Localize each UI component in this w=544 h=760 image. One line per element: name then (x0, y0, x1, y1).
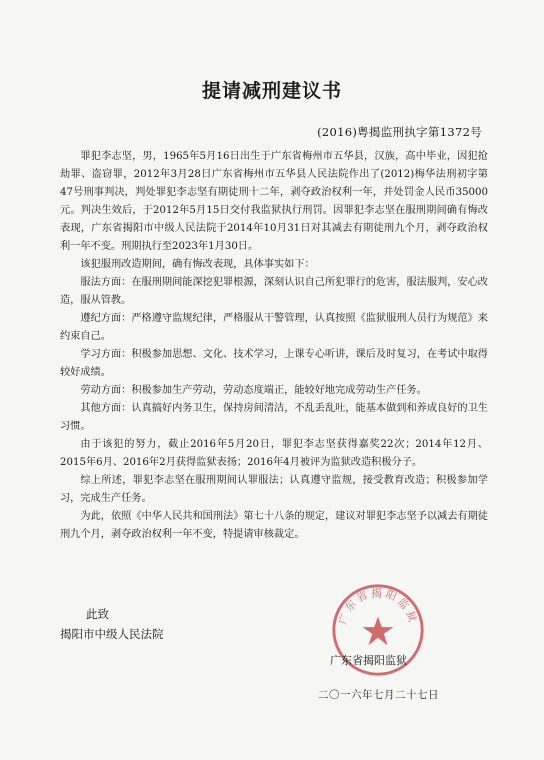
paragraph-recommendation: 为此，依照《中华人民共和国刑法》第七十八条的规定，建议对罪犯李志坚予以减去有期徒刑九个月，剥夺政治权利一年不变，特提请审核裁定。 (60, 511, 488, 540)
signature-date: 二〇一六年七月二十七日 (318, 689, 439, 701)
paragraph-study: 学习方面：积极参加思想、文化、技术学习，上课专心听讲，课后及时复习，在考试中取得较好成绩。 (60, 349, 488, 378)
paragraph-other: 其他方面：认真搞好内务卫生，保持房间清洁，不乱丢乱吐，能基本做到和养成良好的卫生习惯。 (60, 403, 488, 432)
paragraph-summary: 综上所述，罪犯李志坚在服刑期间认罪服法；认真遵守监规，接受教育改造；积极参加学习，完成生产任务。 (60, 475, 488, 504)
seal-text: 广东省揭阳监狱 (337, 587, 419, 627)
document-title: 提请减刑建议书 (201, 80, 342, 102)
signature-institution: 广东省揭阳监狱 (330, 654, 407, 667)
document-number: (2016)粤揭监刑执字第1372号 (317, 125, 482, 139)
closing-recipient: 揭阳市中级人民法院 (60, 627, 164, 641)
closing-salutation: 此致 (86, 607, 109, 621)
closing-block (60, 604, 164, 644)
paragraph-discipline: 遵纪方面：严格遵守监规纪律，严格服从干警管理，认真按照《监狱服刑人员行为规范》来约束自己。 (60, 313, 488, 342)
paragraph-obedience: 服法方面：在服刑期间能深挖犯罪根源，深刻认识自己所犯罪行的危害，服法服判，安心改造，服从管教。 (60, 277, 488, 306)
paragraph-offender-info: 罪犯李志坚，男，1965年5月16日出生于广东省梅州市五华县，汉族，高中毕业，因犯抢劫罪、盗窃罪，2012年3月28日广东省梅州市五华县人民法院作出了(2012)梅华法刑初字第47号刑事判决，判处罪犯李志坚有期徒刑十二年，剥夺政治权利一年，并处罚金人民币35000元。判决生效后，于2012年5月15日交付我监狱执行刑罚。因罪犯李志坚在服刑期间确有悔改表现，广东省揭阳市中级人民法院于2014年10月31日对其减去有期徒刑九个月，剥夺政治权利一年不变。刑期执行至2023年1月30日。 (60, 151, 488, 252)
paragraph-awards: 由于该犯的努力，截止2016年5月20日，罪犯李志坚获得嘉奖22次；2014年12月、2015年6月、2016年2月获得监狱表扬；2016年4月被评为监狱改造积极分子。 (60, 439, 488, 468)
paragraph-labor: 劳动方面：积极参加生产劳动，劳动态度端正，能较好地完成劳动生产任务。 (80, 385, 427, 396)
document-body (60, 148, 488, 544)
paragraph-intro: 该犯服刑改造期间，确有悔改表现，具体事实如下： (80, 259, 315, 270)
